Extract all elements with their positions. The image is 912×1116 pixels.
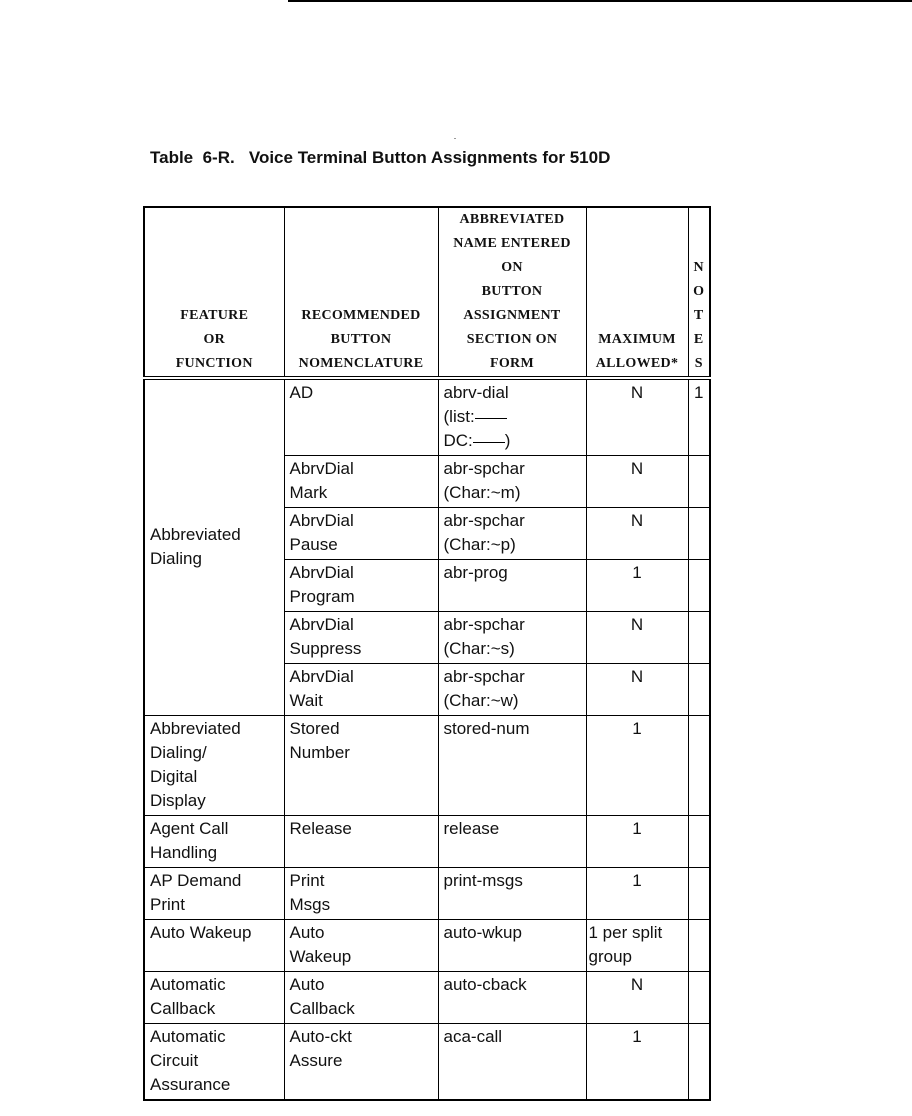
button-cell: AbrvDial Pause <box>284 508 438 560</box>
table-row <box>144 1024 710 1101</box>
abbrev-cell: auto-wkup <box>438 920 586 972</box>
table-row <box>144 378 710 456</box>
feature-cell: Automatic Circuit Assurance <box>144 1024 284 1101</box>
header-notes: N O T E S <box>688 207 710 378</box>
note-cell <box>688 508 710 560</box>
button-cell: AbrvDial Program <box>284 560 438 612</box>
abbrev-cell: stored-num <box>438 716 586 816</box>
max-cell: 1 <box>586 560 688 612</box>
note-cell <box>688 816 710 868</box>
scan-speck <box>454 138 456 139</box>
feature-cell: Agent Call Handling <box>144 816 284 868</box>
button-cell: Auto Wakeup <box>284 920 438 972</box>
max-cell: N <box>586 378 688 456</box>
max-cell: N <box>586 972 688 1024</box>
note-cell <box>688 560 710 612</box>
button-cell: Release <box>284 816 438 868</box>
max-cell: N <box>586 508 688 560</box>
max-cell: 1 <box>586 716 688 816</box>
top-rule <box>288 0 912 2</box>
max-cell: 1 <box>586 816 688 868</box>
max-cell: N <box>586 612 688 664</box>
table-row <box>144 868 710 920</box>
feature-cell: Abbreviated Dialing/ Digital Display <box>144 716 284 816</box>
table-row <box>144 816 710 868</box>
abbrev-cell: abr-spchar (Char:~s) <box>438 612 586 664</box>
button-cell: Stored Number <box>284 716 438 816</box>
fill-in-blank <box>475 418 507 419</box>
feature-cell: Auto Wakeup <box>144 920 284 972</box>
note-cell <box>688 664 710 716</box>
button-cell: Auto-ckt Assure <box>284 1024 438 1101</box>
feature-cell: AP Demand Print <box>144 868 284 920</box>
header-maximum: MAXIMUM ALLOWED* <box>586 207 688 378</box>
abbrev-cell: abrv-dial (list: DC: ) <box>438 378 586 456</box>
header-button: RECOMMENDED BUTTON NOMENCLATURE <box>284 207 438 378</box>
table-row <box>144 716 710 816</box>
note-cell <box>688 456 710 508</box>
feature-cell: Automatic Callback <box>144 972 284 1024</box>
note-cell <box>688 868 710 920</box>
abbrev-cell: abr-spchar (Char:~p) <box>438 508 586 560</box>
note-cell <box>688 612 710 664</box>
button-cell: AbrvDial Suppress <box>284 612 438 664</box>
button-cell: Print Msgs <box>284 868 438 920</box>
abbrev-cell: auto-cback <box>438 972 586 1024</box>
max-cell: 1 <box>586 868 688 920</box>
header-feature: FEATURE OR FUNCTION <box>144 207 284 378</box>
table-caption: Table 6-R. Voice Terminal Button Assignments for 510D <box>150 148 611 167</box>
max-cell: 1 per split group <box>586 920 688 972</box>
button-cell: Auto Callback <box>284 972 438 1024</box>
abbrev-cell: aca-call <box>438 1024 586 1101</box>
max-cell: N <box>586 456 688 508</box>
note-cell <box>688 920 710 972</box>
button-cell: AbrvDial Wait <box>284 664 438 716</box>
button-cell: AD <box>284 378 438 456</box>
note-cell <box>688 972 710 1024</box>
note-cell <box>688 1024 710 1101</box>
table-row <box>144 920 710 972</box>
max-cell: 1 <box>586 1024 688 1101</box>
feature-cell: Abbreviated Dialing <box>144 378 284 716</box>
abbrev-cell: abr-spchar (Char:~m) <box>438 456 586 508</box>
max-cell: N <box>586 664 688 716</box>
abbrev-cell: abr-spchar (Char:~w) <box>438 664 586 716</box>
button-cell: AbrvDial Mark <box>284 456 438 508</box>
header-row <box>144 207 710 378</box>
note-cell <box>688 716 710 816</box>
note-cell: 1 <box>688 378 710 456</box>
table-row <box>144 972 710 1024</box>
abbrev-cell: print-msgs <box>438 868 586 920</box>
abbrev-cell: release <box>438 816 586 868</box>
fill-in-blank <box>473 442 505 443</box>
header-abbreviated-name: ABBREVIATED NAME ENTERED ON BUTTON ASSIGNMENT SECTION ON FORM <box>438 207 586 378</box>
abbrev-cell: abr-prog <box>438 560 586 612</box>
button-assignments-table <box>143 206 711 1101</box>
